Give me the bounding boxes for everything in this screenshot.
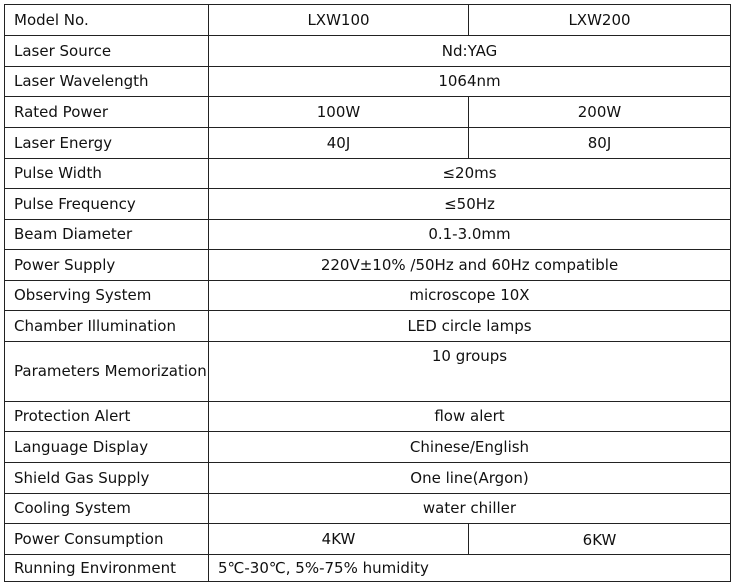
table-row <box>5 189 731 220</box>
row-value: Chinese/English <box>209 432 731 463</box>
table-row <box>5 555 731 582</box>
row-label: Beam Diameter <box>5 220 209 250</box>
row-value: microscope 10X <box>209 281 731 311</box>
row-label: Rated Power <box>5 97 209 128</box>
table-row <box>5 432 731 463</box>
row-value: Nd:YAG <box>209 36 731 67</box>
table-row <box>5 463 731 494</box>
model-lxw100-header: LXW100 <box>209 5 469 36</box>
row-label: Parameters Memorization <box>5 342 209 402</box>
table-row <box>5 494 731 524</box>
spec-table <box>4 4 731 582</box>
row-label: Observing System <box>5 281 209 311</box>
row-value: One line(Argon) <box>209 463 731 494</box>
table-row <box>5 97 731 128</box>
table-row-header <box>5 5 731 36</box>
row-value: 10 groups <box>209 342 731 402</box>
row-value: water chiller <box>209 494 731 524</box>
table-row <box>5 311 731 342</box>
row-label: Laser Wavelength <box>5 67 209 97</box>
row-label: Pulse Width <box>5 159 209 189</box>
table-row <box>5 36 731 67</box>
row-label: Laser Energy <box>5 128 209 159</box>
row-label: Pulse Frequency <box>5 189 209 220</box>
table-row <box>5 342 731 402</box>
row-value: 1064nm <box>209 67 731 97</box>
row-label: Language Display <box>5 432 209 463</box>
row-label: Power Consumption <box>5 524 209 555</box>
row-label: Cooling System <box>5 494 209 524</box>
row-value: 220V±10% /50Hz and 60Hz compatible <box>209 250 731 281</box>
row-value-lxw100: 100W <box>209 97 469 128</box>
row-label: Laser Source <box>5 36 209 67</box>
row-value: LED circle lamps <box>209 311 731 342</box>
model-lxw200-header: LXW200 <box>469 5 731 36</box>
table-row <box>5 402 731 432</box>
row-value: 0.1-3.0mm <box>209 220 731 250</box>
row-label: Protection Alert <box>5 402 209 432</box>
row-value-lxw200: 200W <box>469 97 731 128</box>
row-value: ≤50Hz <box>209 189 731 220</box>
table-row <box>5 524 731 555</box>
row-value: 5℃-30℃, 5%-75% humidity <box>209 555 731 582</box>
table-row <box>5 220 731 250</box>
row-value-lxw100: 4KW <box>209 524 469 555</box>
row-label: Shield Gas Supply <box>5 463 209 494</box>
table-row <box>5 250 731 281</box>
table-row <box>5 281 731 311</box>
row-value-lxw200: 80J <box>469 128 731 159</box>
row-value-lxw200: 6KW <box>469 524 731 555</box>
row-value: flow alert <box>209 402 731 432</box>
row-value-lxw100: 40J <box>209 128 469 159</box>
row-value: ≤20ms <box>209 159 731 189</box>
row-label: Chamber Illumination <box>5 311 209 342</box>
table-row <box>5 67 731 97</box>
row-label: Model No. <box>5 5 209 36</box>
table-row <box>5 159 731 189</box>
table-row <box>5 128 731 159</box>
row-label: Running Environment <box>5 555 209 582</box>
row-label: Power Supply <box>5 250 209 281</box>
